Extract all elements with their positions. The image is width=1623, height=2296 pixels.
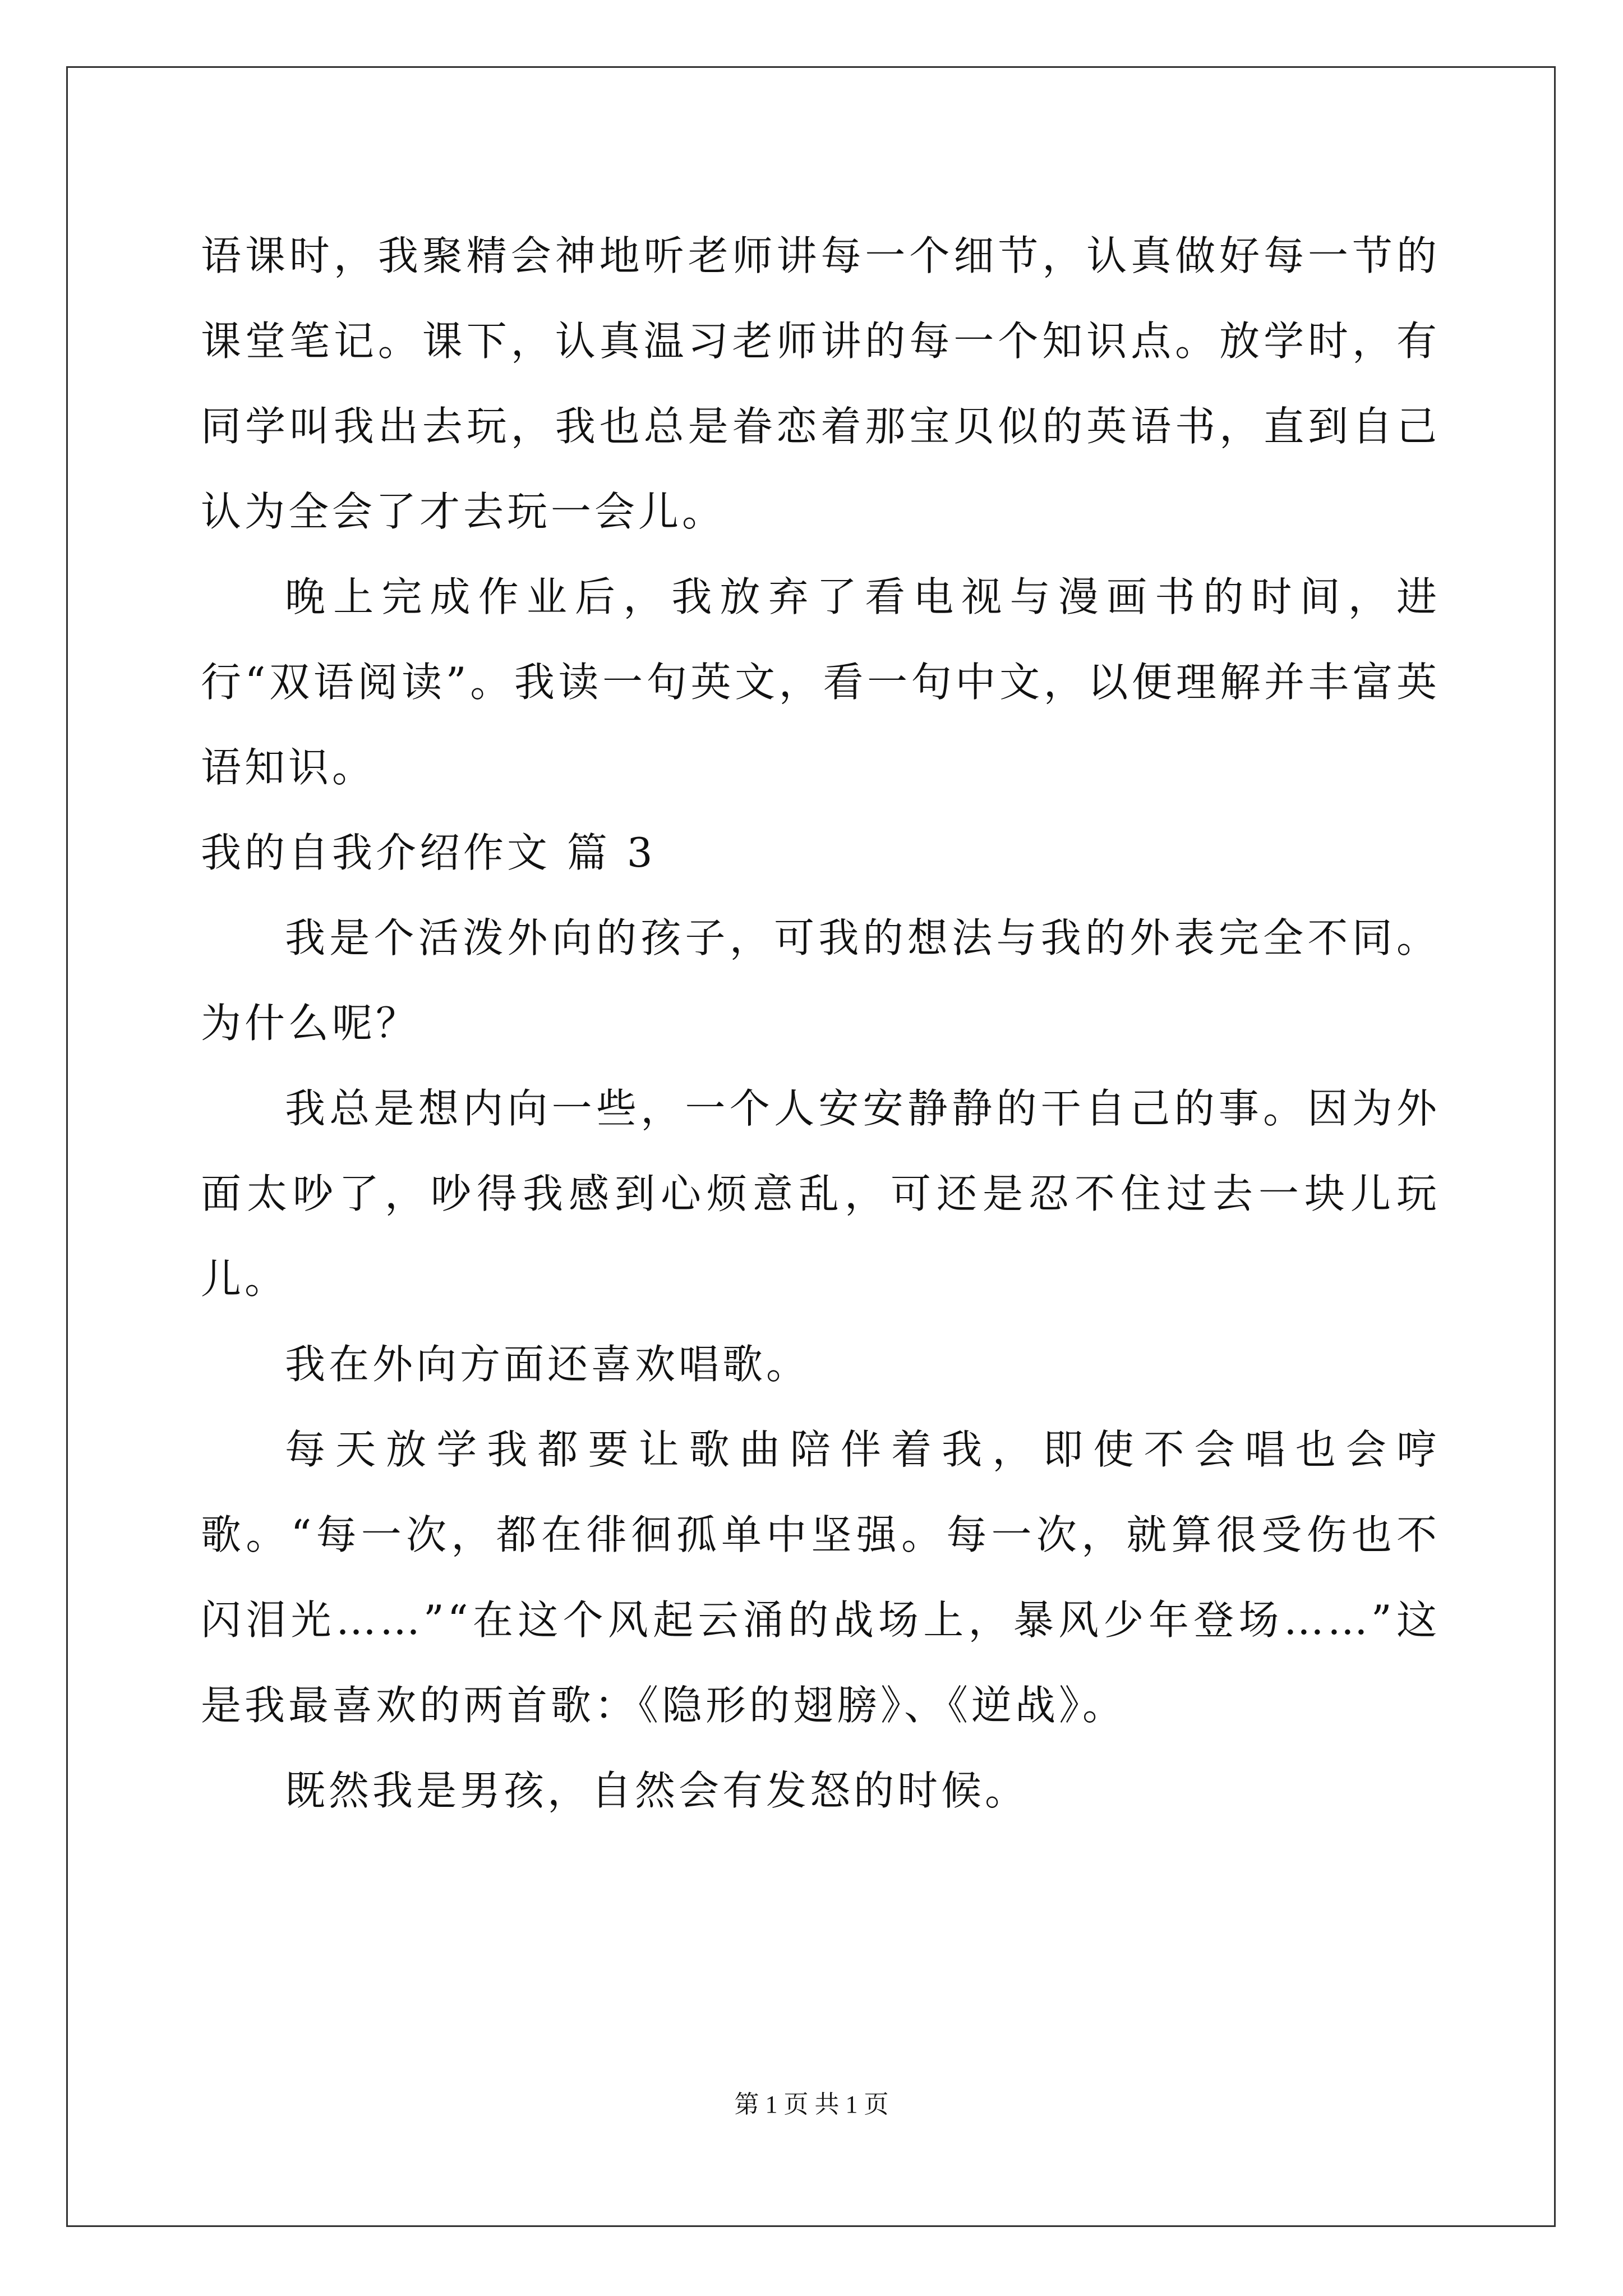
section-heading: 我的自我介绍作文 篇 3 [201,829,656,876]
page-number-footer: 第 1 页 共 1 页 [734,2091,889,2118]
paragraph: 我在外向方面还喜欢唱歌。 [285,1341,810,1388]
paragraph: 语课时，我聚精会神地听老师讲每一个细节，认真做好每一节的课堂笔记。课下，认真温习老师讲的每一个知识点。放学时，有同学叫我出去玩，我也总是眷恋着那宝贝似的英语书，直到自己认为全会了才去玩一会儿。 [201,232,1440,535]
paragraph: 晚上完成作业后，我放弃了看电视与漫画书的时间，进行“双语阅读”。我读一句英文，看一句中文，以便理解并丰富英语知识。 [201,573,1440,791]
paragraph: 我是个活泼外向的孩子，可我的想法与我的外表完全不同。为什么呢？ [201,914,1440,1047]
document-body [201,213,1440,1833]
paragraph: 既然我是男孩，自然会有发怒的时候。 [285,1767,1029,1814]
paragraph: 我总是想内向一些，一个人安安静静的干自己的事。因为外面太吵了，吵得我感到心烦意乱，可还是忍不住过去一块儿玩儿。 [201,1085,1440,1303]
paragraph: 每天放学我都要让歌曲陪伴着我，即使不会唱也会哼歌。“每一次，都在徘徊孤单中坚强。每一次，就算很受伤也不闪泪光……”“在这个风起云涌的战场上，暴风少年登场……”这是我最喜欢的两首歌：《隐形的翅膀》、《逆战》。 [201,1426,1440,1729]
